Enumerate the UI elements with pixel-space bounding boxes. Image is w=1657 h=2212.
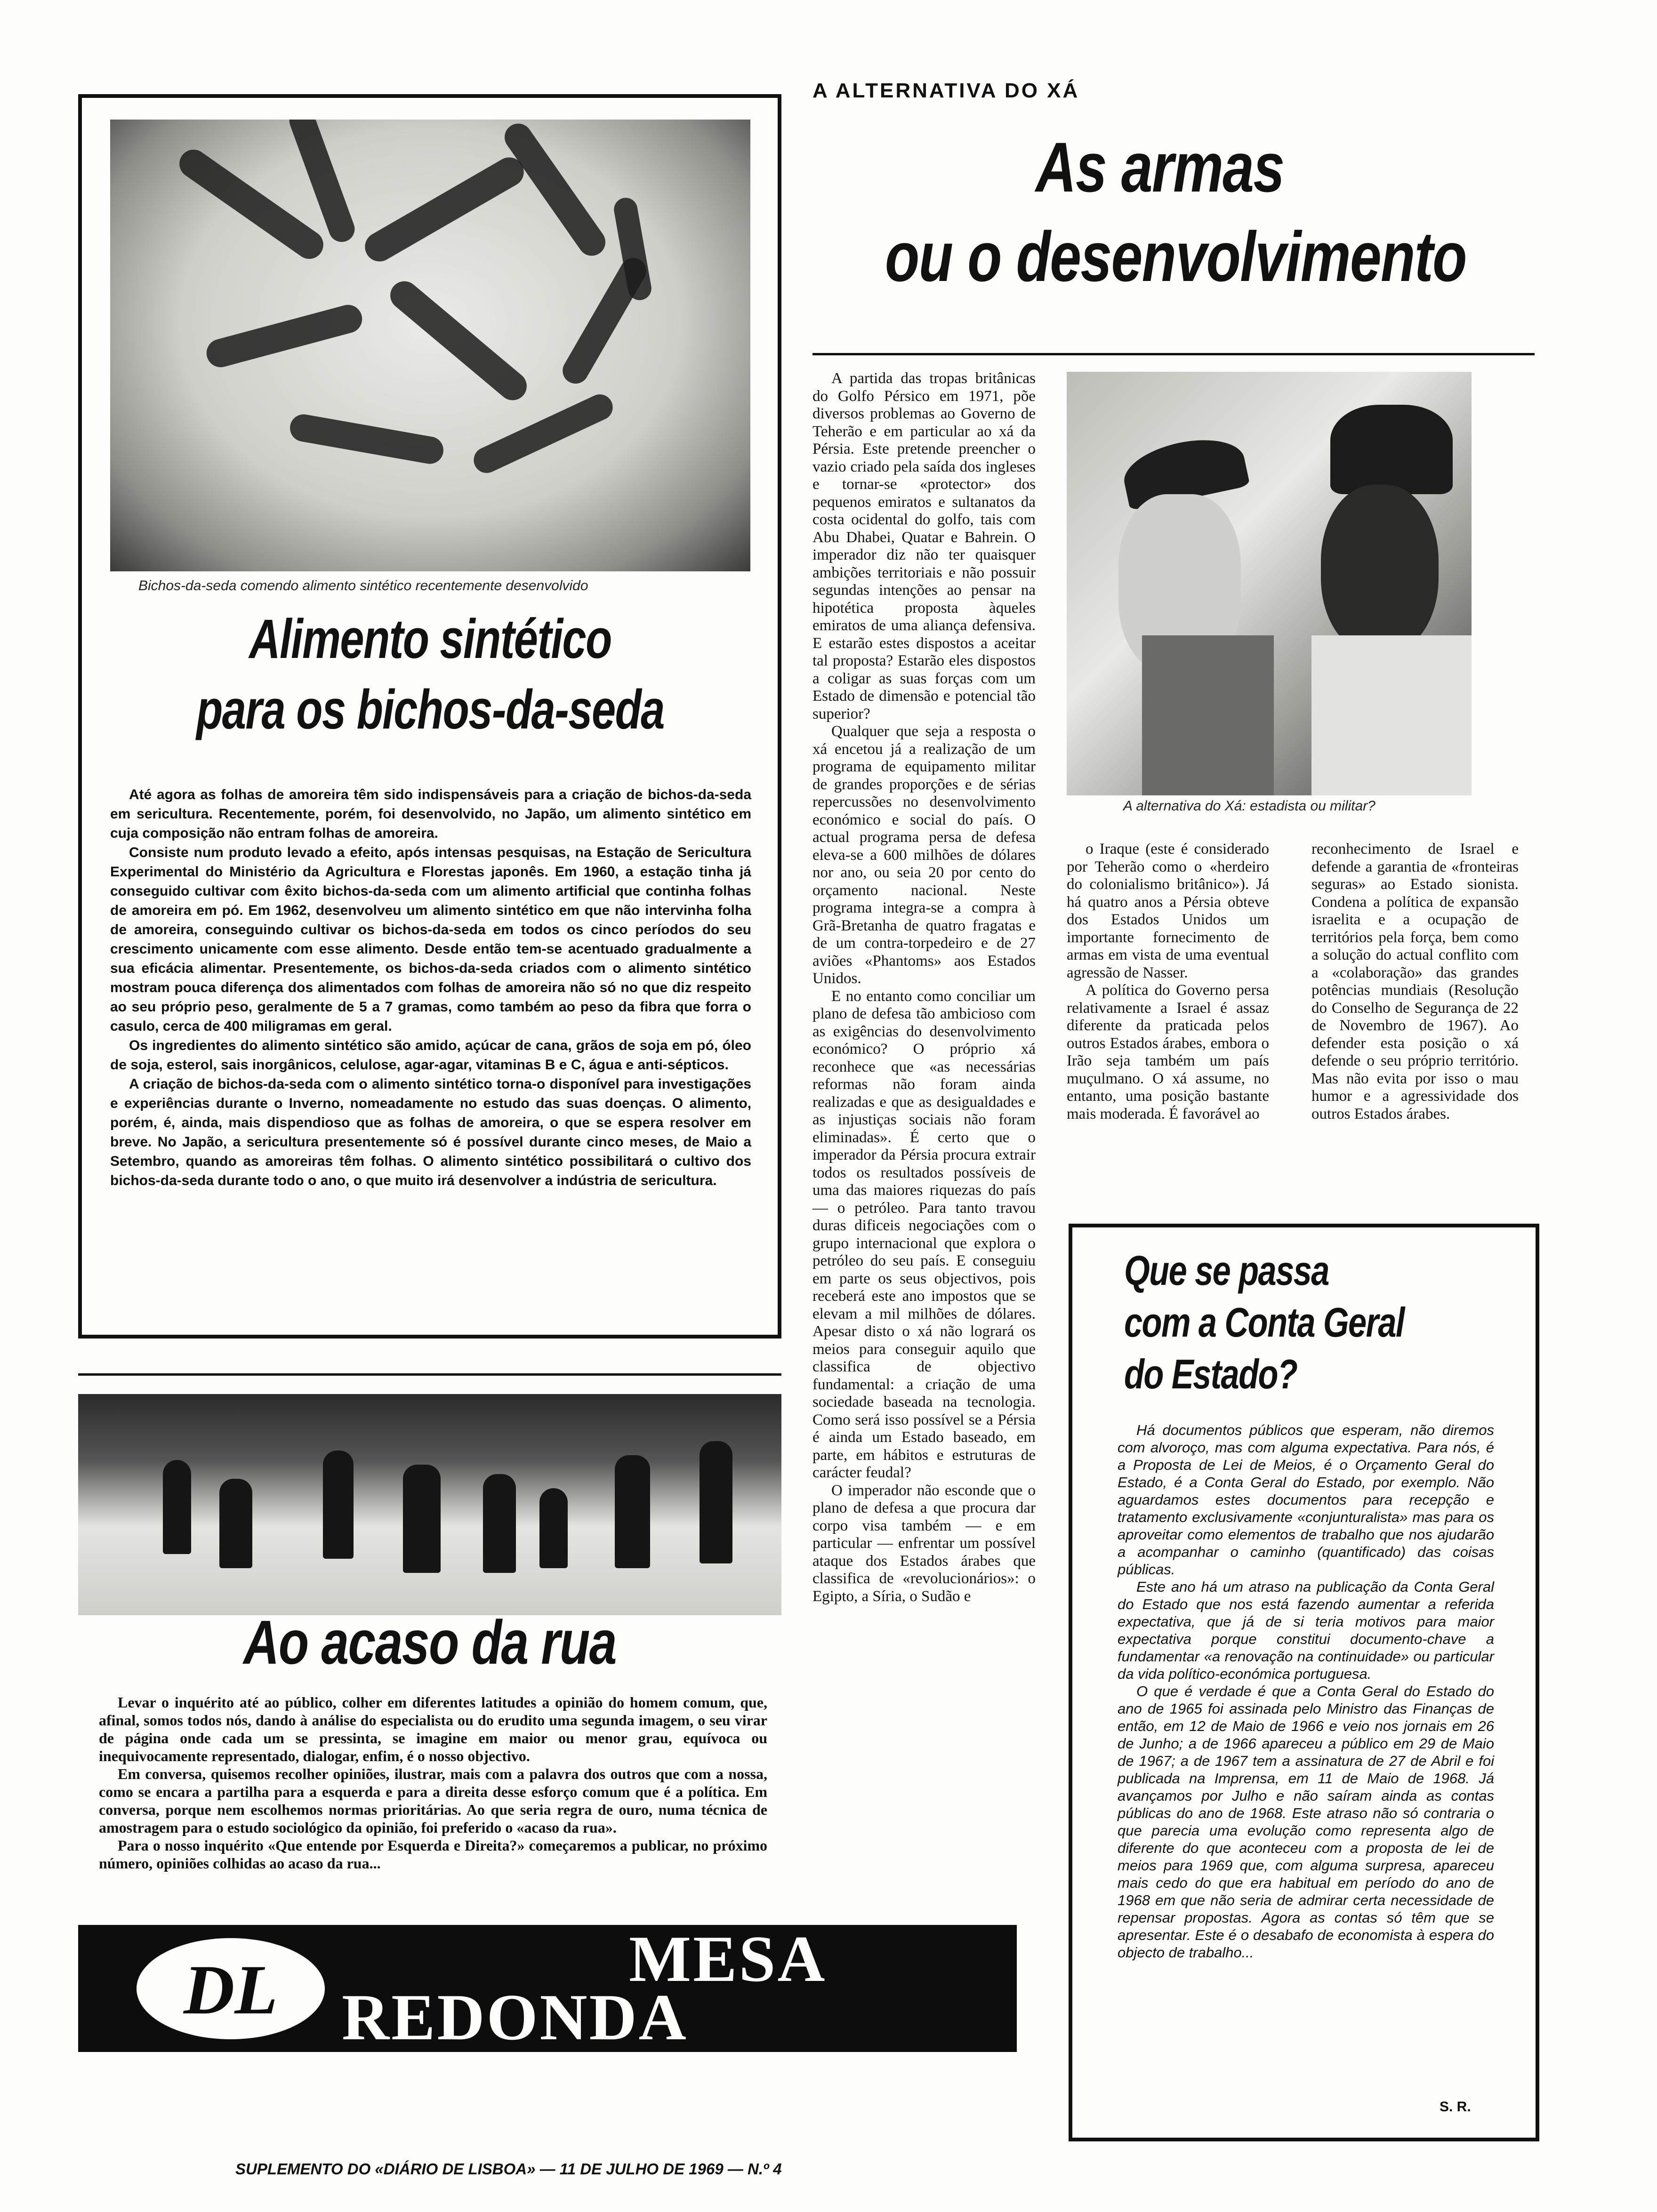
street-paragraph: Levar o inquérito até ao público, colher em diferentes latitudes a opinião do homem comum, que, afinal, somos todos nós, dando à análise do especialista ou do erudito uma segunda imagem, o seu virar de página onde cada um se pressinta, se imagine em maior ou menor grau, equívoca ou inequivocamente representado, dialogar, enfim, é o nosso objectivo. (99, 1694, 767, 1764)
armas-paragraph: o Iraque (este é considerado por Teherão como o «herdeiro do colonialismo britânico»). Já há quatro anos a Pérsia obteve dos Estados Unidos um importante fornecimento de armas em vista de uma eventual agressão de Nasser. (1067, 841, 1269, 981)
armas-paragraph: O imperador não esconde que o plano de defesa a que procura dar corpo visa também — e em particular — enfrentar um possível ataque dos Estados árabes que classifica de «revolucionários»: o Egipto, a Síria, o Sudão e (812, 1482, 1036, 1605)
silk-paragraph: Consiste num produto levado a efeito, após intensas pesquisas, na Estação de Sericultura Experimental do Ministério da Agricultura e Florestas japonês. Em 1960, a estação tinha já conseguido cultivar com êxito bichos-da-seda com um alimento artificial que continha folhas de amoreira em pó. Em 1962, desenvolveu um alimento sintético em que não intervinha folha de amoreira, conseguindo cultivar os bichos-da-seda em todos os cinco períodos do seu crescimento unicamente com esse alimento. Desde então tem-se acentuado gradualmente a sua eficácia alimentar. Presentemente, os bichos-da-seda criados com o alimento sintético mostram pouca diferença dos alimentados com folhas de amoreira não só no que diz respeito ao seu próprio peso, geralmente de 5 a 7 gramas, como também ao peso da fibra que forra o casulo, cerca de 400 miligramas em geral. (110, 845, 751, 1034)
page-footer: SUPLEMENTO DO «DIÁRIO DE LISBOA» — 11 DE JULHO DE 1969 — N.º 4 (235, 2160, 782, 2178)
headline-rule (812, 353, 1535, 355)
street-headline: Ao acaso da rua (243, 1608, 616, 1677)
street-crowd-photo (78, 1394, 781, 1615)
conta-paragraph: O que é verdade é que a Conta Geral do Estado do ano de 1965 foi assinada pelo Ministro das Finanças de então, em 12 de Maio de 1966 e veio nos jornais em 26 de Junho; a de 1966 apareceu a público em 29 de Maio de 1967; a de 1967 tem a assinatura de 27 de Abril e foi publicada na Imprensa, em 11 de Maio de 1968. Já avançamos por Julho e não saíram ainda as contas públicas do ano de 1968. Este atraso não só contraria o que parecia uma evolução como representa algo de diferente do que aconteceu com a proposta de lei de meios para 1969 que, com alguma surpresa, apareceu mais cedo do que era habitual em período do ano de 1968 em que não seria de admirar certa necessidade de repensar propostas. Agora as contas só têm que se apresentar. Este é o desabafo de economista à espera do objecto de trabalho... (1118, 1683, 1494, 1961)
conta-signature: S. R. (1440, 2099, 1471, 2115)
conta-headline-line-2: com a Conta Geral (1124, 1299, 1404, 1346)
armas-headline-line-1: As armas (1036, 128, 1284, 207)
dl-logo (137, 1938, 325, 2039)
street-paragraph: Para o nosso inquérito «Que entende por Esquerda e Direita?» começaremos a publicar, no próximo número, opiniões colhidas ao acaso da rua... (99, 1837, 767, 1872)
silk-paragraph: Até agora as folhas de amoreira têm sido indispensáveis para a criação de bichos-da-seda em sericultura. Recentemente, porém, foi desenvolvido, no Japão, um alimento sintético em cuja composição não entram folhas de amoreira. (110, 787, 751, 841)
silk-body (110, 785, 751, 1190)
armas-paragraph: A política do Governo persa relativamente a Israel é assaz diferente da praticada pelos outros Estados árabes, embora o Irão seja também um país muçulmano. O xá assume, no entanto, uma posição bastante mais moderada. É favorável ao (1067, 982, 1269, 1122)
dl-logo-text: DL (184, 1951, 278, 2029)
armas-column-3 (1311, 841, 1519, 1123)
shah-photo (1067, 372, 1472, 795)
conta-geral-box (1069, 1224, 1539, 2141)
conta-paragraph: Este ano há um atraso na publicação da Conta Geral do Estado que nos está fazendo aumentar a referida expectativa, que já de si teria motivos para maior expectativa porque constitui documento-chave a fundamentar «a renovação na continuidade» ou particular da vida político-económica portuguesa. (1118, 1579, 1494, 1682)
conta-headline-line-1: Que se passa (1124, 1247, 1329, 1294)
conta-body (1118, 1421, 1494, 1961)
silk-photo-caption: Bichos-da-seda comendo alimento sintético recentemente desenvolvido (138, 578, 588, 593)
section-divider (78, 1373, 781, 1376)
masthead-line-1: MESA (629, 1923, 827, 1996)
street-paragraph: Em conversa, quisemos recolher opiniões, ilustrar, mais com a palavra dos outros que com a nossa, como se encara a partilha para a esquerda e para a direita desse esforço comum que é a política. Em conversa, porque nem escolhemos normas prioritárias. Ao que seria regra de ouro, numa técnica de amostragem para o estudo sociológico da opinião, foi preferido o «acaso da rua». (99, 1765, 767, 1836)
armas-paragraph: reconhecimento de Israel e defende a garantia de «fronteiras seguras» ao Estado sionista. Condena a política de expansão israelita e a ocupação de territórios pela força, bem como a solução do actual conflito com a «colaboração» das grandes potências mundiais (Resolução do Conselho de Segurança de 22 de Novembro de 1967). Ao defender esta posição o xá defende o seu próprio território. Mas não evita por isso o mau humor e a agressividade dos outros Estados árabes. (1311, 841, 1519, 1122)
armas-paragraph: A partida das tropas britânicas do Golfo Pérsico em 1971, põe diversos problemas ao Governo de Teherão e em particular ao xá da Pérsia. Este pretende preencher o vazio criado pela saída dos ingleses e tornar-se «protector» dos pequenos emiratos e sultanatos da costa ocidental do golfo, tais com Abu Dhabei, Quatar e Bahrein. O imperador diz não ter quaisquer ambições territoriais e não possuir segundas intenções ao pensar na hipotética proposta àqueles emiratos de uma aliança defensiva. E estarão estes dispostos a aceitar tal proposta? Estarão eles dispostos a coligar as suas forças com um Estado de dimensão e potencial tão superior? (812, 370, 1036, 722)
armas-column-2 (1067, 841, 1269, 1123)
street-body (99, 1693, 767, 1872)
conta-headline-line-3: do Estado? (1124, 1351, 1297, 1397)
shah-photo-caption: A alternativa do Xá: estadista ou militar? (1123, 798, 1375, 814)
mesa-redonda-banner (78, 1925, 1017, 2052)
silk-headline-line-2: para os bichos-da-seda (196, 679, 664, 741)
section-label: A ALTERNATIVA DO XÁ (812, 79, 1080, 102)
masthead-line-2: REDONDA (342, 1981, 688, 2054)
silkworm-article-box (78, 94, 781, 1338)
silk-headline-line-1: Alimento sintético (249, 608, 611, 670)
armas-column-1 (812, 370, 1036, 1605)
silk-paragraph: Os ingredientes do alimento sintético são amido, açúcar de cana, grãos de soja em pó, óleo de soja, esterol, sais inorgânicos, celulose, agar-agar, vitaminas B e C, água e anti-sépticos. (110, 1038, 751, 1073)
conta-paragraph: Há documentos públicos que esperam, não diremos com alvoroço, mas com alguma expectativa. Para nós, é a Proposta de Lei de Meios, é o Orçamento Geral do Estado, é a Conta Geral do Estado, por exemplo. Não aguardamos estes documentos para recepção e tratamento exclusivamente «conjunturalista» mas para os aproveitar como elementos de trabalho que nos ajudarão a acompanhar o caminho (quantificado) das coisas públicas. (1118, 1422, 1494, 1578)
armas-paragraph: Qualquer que seja a resposta o xá encetou já a realização de um programa de equipamento militar de grandes proporções e de sérias repercussões no desenvolvimento económico e social do país. O actual programa persa de defesa eleva-se a 600 milhões de dólares nor ano, ou seia 20 por cento do orçamento nacional. Neste programa integra-se a compra à Grã-Bretanha de quatro fragatas e de um contra-torpedeiro e de 27 aviões «Phantoms» aos Estados Unidos. (812, 723, 1036, 987)
armas-paragraph: E no entanto como conciliar um plano de defesa tão ambicioso com as exigências do desenvolvimento económico? O próprio xá reconhece que «as necessárias reformas não foram ainda realizadas e que as desigualdades e as injustiças sociais não foram eliminadas». É certo que o imperador da Pérsia procura extrair todos os resultados possíveis de uma das maiores riquezas do país — o petróleo. Para tanto travou duras dificeis negociações com o grupo internacional que explora o petróleo do seu país. E conseguiu em parte os seus objectivos, pois receberá este ano impostos que se elevam a mil milhões de dólares. Apesar disto o xá não logrará os meios para conseguir aquilo que classifica de objectivo fundamental: a criação de uma sociedade baseada na tecnologia. Como será isso possível se a Pérsia é ainda um Estado baseado, em parte, em hábitos e estruturas de carácter feudal? (812, 987, 1036, 1481)
silkworm-photo (110, 120, 750, 571)
armas-headline-line-2: ou o desenvolvimento (885, 217, 1466, 296)
silk-paragraph: A criação de bichos-da-seda com o alimento sintético torna-o disponível para investigações e experiências durante o Inverno, nomeadamente no estudo das suas doenças. O alimento, porém, é, ainda, mais dispendioso que as folhas de amoreira, o que se espera resolver em breve. No Japão, a sericultura presentemente só é possível durante cinco meses, de Maio a Setembro, quando as amoreiras têm folhas. O alimento sintético possibilitará o cultivo dos bichos-da-seda durante todo o ano, o que muito irá desenvolver a indústria de sericultura. (110, 1076, 751, 1188)
